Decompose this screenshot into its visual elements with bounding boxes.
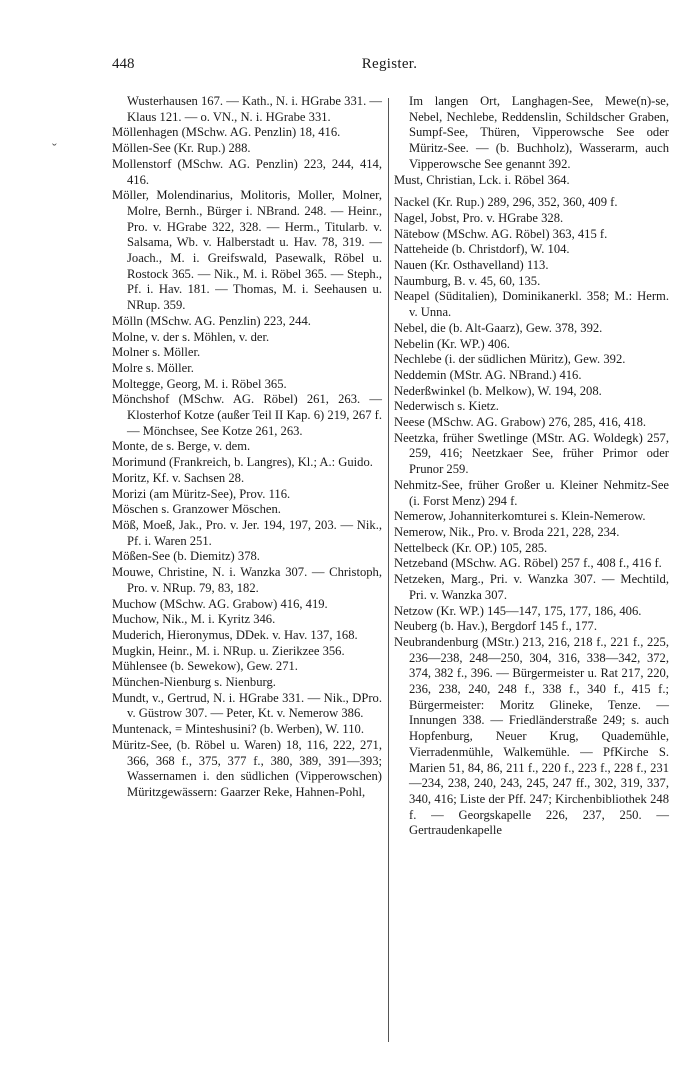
register-entry: Muchow (MSchw. AG. Grabow) 416, 419. bbox=[112, 596, 328, 611]
page-number: 448 bbox=[112, 56, 135, 72]
register-entry: Mühlensee (b. Sewekow), Gew. 271. bbox=[112, 659, 298, 674]
left-column bbox=[112, 94, 382, 801]
register-entry: Moltegge, Georg, M. i. Röbel 365. bbox=[112, 376, 287, 391]
register-entry: Neetzka, früher Swetlinge (MStr. AG. Woldegk) 257, 259, 416; Neetzkaer See, früher Primor oder Prunor 259. bbox=[394, 430, 669, 477]
section-gap bbox=[394, 188, 669, 195]
register-entry: Mößen-See (b. Diemitz) 378. bbox=[112, 549, 260, 564]
register-entry: Nätebow (MSchw. AG. Röbel) 363, 415 f. bbox=[394, 226, 608, 241]
register-entry: Mouwe, Christine, N. i. Wanzka 307. — Christoph, Pro. v. NRup. 79, 83, 182. bbox=[112, 565, 382, 595]
register-entry: Nederwisch s. Kietz. bbox=[394, 399, 499, 414]
register-entry: Molner s. Möller. bbox=[112, 345, 201, 360]
register-entry: Molre s. Möller. bbox=[112, 360, 194, 375]
register-entry: Neubrandenburg (MStr.) 213, 216, 218 f., 221 f., 225, 236—238, 248—250, 304, 316, 338—342, 372, 374, 382 f., 396. — Bürgermeister u. Rat 217, 220, 236, 238, 240, 248 f., 338 f., 340 f., 415 f.; Bürgermeister: Moritz Glineke, Tenze. — Innungen 338. — Friedländerstraße 249; s. auch Hopfenburg, Neuer Krug, Quademühle, Vierradenmühle, Walkemühle. — PfKirche S. Marien 51, 84, 86, 211 f., 220 f., 223 f., 228 f., 231—234, 238, 240, 243, 245, 247 ff., 302, 319, 337, 340, 416; Liste der Pff. 247; Kirchenbibliothek 248 f. — Georgskapelle 226, 237, 250. — Gertraudenkapelle bbox=[394, 634, 669, 838]
register-entry: Muchow, Nik., M. i. Kyritz 346. bbox=[112, 612, 276, 627]
register-entry: Mugkin, Heinr., M. i. NRup. u. Zierikzee 356. bbox=[112, 643, 345, 658]
register-entry-continuation: Wusterhausen 167. — Kath., N. i. HGrabe 331. — Klaus 121. — o. VN., N. i. HGrabe 331. bbox=[127, 94, 382, 124]
register-entry: Moritz, Kf. v. Sachsen 28. bbox=[112, 470, 245, 485]
register-entry: Nederßwinkel (b. Melkow), W. 194, 208. bbox=[394, 383, 602, 398]
register-entry: Netzeken, Marg., Pri. v. Wanzka 307. — Mechtild, Pri. v. Wanzka 307. bbox=[394, 572, 669, 602]
register-entry: Neddemin (MStr. AG. NBrand.) 416. bbox=[394, 367, 582, 382]
register-entry: Mölln (MSchw. AG. Penzlin) 223, 244. bbox=[112, 313, 311, 328]
register-entry: Monte, de s. Berge, v. dem. bbox=[112, 439, 251, 454]
register-entry: Müritz-See, (b. Röbel u. Waren) 18, 116, 222, 271, 366, 368 f., 375, 377 f., 380, 389, 391—393; Wassernamen i. den südlichen (Vipperowschen) Müritzgewässern: Gaarzer Reke, Hahnen-Pohl, bbox=[112, 737, 382, 799]
margin-mark: ˇ bbox=[52, 142, 57, 157]
register-entry: Nemerow, Nik., Pro. v. Broda 221, 228, 234. bbox=[394, 524, 620, 539]
register-entry: Nebel, die (b. Alt-Gaarz), Gew. 378, 392. bbox=[394, 320, 603, 335]
register-entry: Nettelbeck (Kr. OP.) 105, 285. bbox=[394, 540, 548, 555]
register-entry: Mundt, v., Gertrud, N. i. HGrabe 331. — Nik., DPro. v. Güstrow 307. — Peter, Kt. v. Nemerow 386. bbox=[112, 690, 382, 721]
register-entry: Morizi (am Müritz-See), Prov. 116. bbox=[112, 486, 291, 501]
register-entry: Muderich, Hieronymus, DDek. v. Hav. 137, 168. bbox=[112, 627, 358, 642]
register-entry: München-Nienburg s. Nienburg. bbox=[112, 675, 276, 690]
register-entry: Neuberg (b. Hav.), Bergdorf 145 f., 177. bbox=[394, 619, 597, 634]
register-entry: Naumburg, B. v. 45, 60, 135. bbox=[394, 273, 541, 288]
register-entry: Natteheide (b. Christdorf), W. 104. bbox=[394, 242, 570, 257]
register-entry-continuation: Im langen Ort, Langhagen-See, Mewe(n)-se, Nebel, Nechlebe, Reddenslin, Schildscher Graben, Sumpf-See, Thüren, Vipperowsche See oder Müritz-See. — (b. Buchholz), Wasserarm, auch Vipperowsche See genannt 392. bbox=[409, 94, 669, 171]
register-entry: Nehmitz-See, früher Großer u. Kleiner Nehmitz-See (i. Forst Menz) 294 f. bbox=[394, 477, 669, 508]
register-columns bbox=[112, 94, 676, 1064]
register-entry: Molne, v. der s. Möhlen, v. der. bbox=[112, 329, 270, 344]
register-entry: Nechlebe (i. der südlichen Müritz), Gew. 392. bbox=[394, 352, 626, 367]
register-entry: Muntenack, = Minteshusini? (b. Werben), W. 110. bbox=[112, 722, 364, 737]
register-entry: Must, Christian, Lck. i. Röbel 364. bbox=[394, 172, 570, 187]
register-entry: Möschen s. Granzower Möschen. bbox=[112, 502, 281, 517]
register-entry: Morimund (Frankreich, b. Langres), Kl.; A.: Guido. bbox=[112, 455, 373, 470]
page-header bbox=[112, 56, 667, 80]
register-entry: Neapel (Süditalien), Dominikanerkl. 358; M.: Herm. v. Unna. bbox=[394, 289, 669, 320]
register-entry: Netzeband (MSchw. AG. Röbel) 257 f., 408 f., 416 f. bbox=[394, 556, 662, 571]
register-entry: Nagel, Jobst, Pro. v. HGrabe 328. bbox=[394, 210, 564, 225]
register-entry: Nebelin (Kr. WP.) 406. bbox=[394, 336, 510, 351]
register-entry: Möß, Moeß, Jak., Pro. v. Jer. 194, 197, 203. — Nik., Pf. i. Waren 251. bbox=[112, 517, 382, 548]
register-entry: Neese (MSchw. AG. Grabow) 276, 285, 416, 418. bbox=[394, 415, 647, 430]
running-head: Register. bbox=[361, 56, 418, 72]
register-entry: Mollenstorf (MSchw. AG. Penzlin) 223, 244, 414, 416. bbox=[112, 156, 382, 187]
right-column bbox=[394, 94, 669, 839]
column-divider bbox=[388, 98, 389, 1042]
register-entry: Nauen (Kr. Osthavelland) 113. bbox=[394, 258, 549, 273]
register-entry: Nackel (Kr. Rup.) 289, 296, 352, 360, 409 f. bbox=[394, 195, 618, 210]
register-entry: Möllen-See (Kr. Rup.) 288. bbox=[112, 141, 251, 156]
register-entry: Mönchshof (MSchw. AG. Röbel) 261, 263. — Klosterhof Kotze (außer Teil II Kap. 6) 219, 267 f. — Mönchsee, See Kotze 261, 263. bbox=[112, 392, 382, 438]
register-entry: Nemerow, Johanniterkomturei s. Klein-Nemerow. bbox=[394, 509, 646, 524]
register-entry: Netzow (Kr. WP.) 145—147, 175, 177, 186, 406. bbox=[394, 603, 642, 618]
register-entry: Möllenhagen (MSchw. AG. Penzlin) 18, 416. bbox=[112, 125, 341, 140]
register-entry: Möller, Molendinarius, Molitoris, Moller, Molner, Molre, Bernh., Bürger i. NBrand. 248. — Heinr., Pro. v. HGrabe 322, 328. — Herm., Titularb. v. Salsama, Wb. v. Halberstadt u. Hav. 78, 319. — Joach., M. i. Greifswald, Pasewalk, Röbel u. Rostock 365. — Nik., M. i. Röbel 365. — Steph., Pf. i. Hav. 181. — Thomas, M. i. Seehausen u. NRup. 359. bbox=[112, 188, 382, 313]
